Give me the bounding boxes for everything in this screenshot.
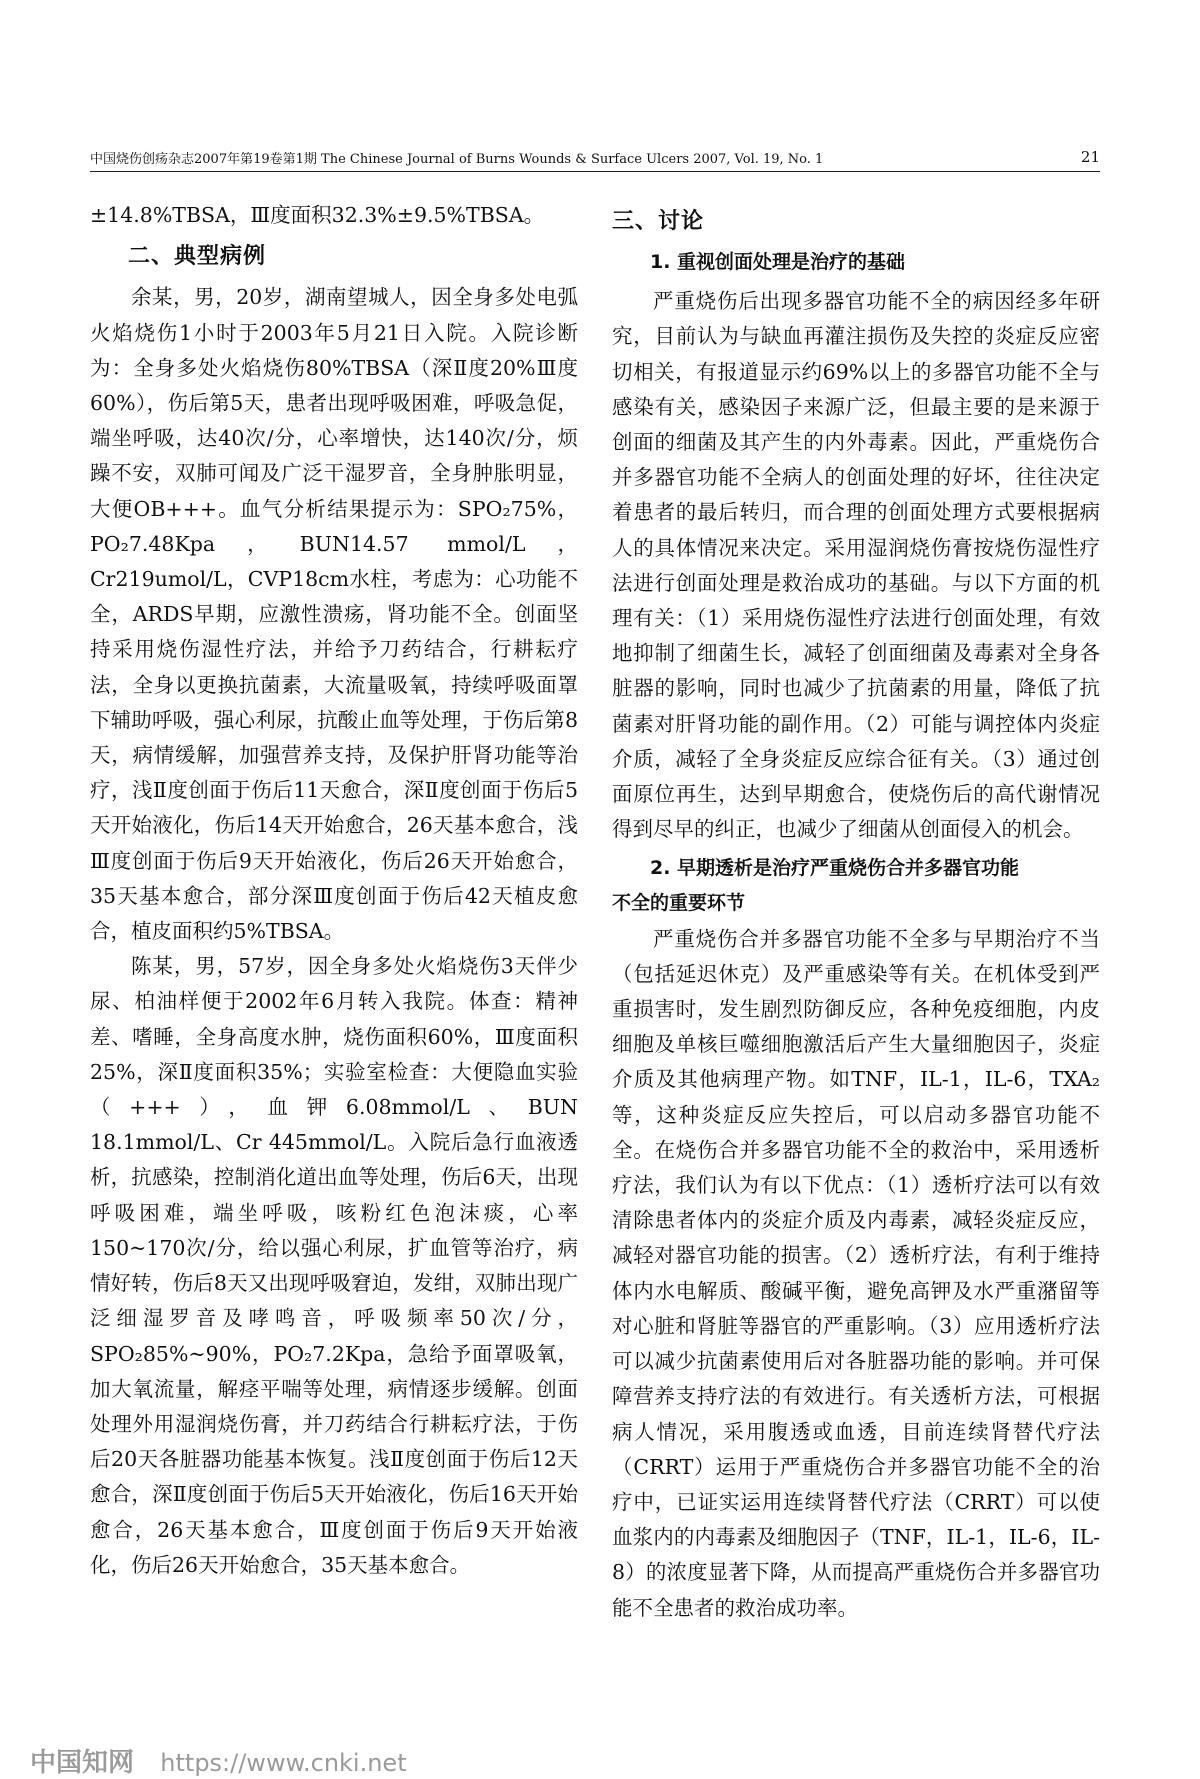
subsection-2-paragraph: 严重烧伤合并多器官功能不全多与早期治疗不当（包括延迟休克）及严重感染等有关。在机体受到严重损害时，发生剧烈防御反应，各种免疫细胞，内皮细胞及单核巨噬细胞激活后产生大量细胞因子，炎症介质及其他病理产物。如TNF，IL-1，IL-6，TXA₂等，这种炎症反应失控后，可以启动多器官功能不全。在烧伤合并多器官功能不全的救治中，采用透析疗法，我们认为有以下优点：（1）透析疗法可以有效清除患者体内的炎症介质及内毒素，减轻炎症反应，减轻对器官功能的损害。（2）透析疗法，有利于维持体内水电解质、酸碱平衡，避免高钾及水严重潴留等对心脏和肾脏等器官的严重影响。（3）应用透析疗法可以减少抗菌素使用后对各脏器功能的影响。并可保障营养支持疗法的有效进行。有关透析方法，可根据病人情况，采用腹透或血透，目前连续肾替代疗法（CRRT）运用于严重烧伤合并多器官功能不全的治疗中，已证实运用连续肾替代疗法（CRRT）可以使血浆内的内毒素及细胞因子（TNF，IL-1，IL-6，IL-8）的浓度显著下降，从而提高严重烧伤合并多器官功能不全患者的救治成功率。 [612, 926, 1100, 1620]
section-title-discussion: 三、讨论 [612, 209, 705, 234]
case-1-paragraph: 余某，男，20岁，湖南望城人，因全身多处电弧火焰烧伤1小时于2003年5月21日入院。入院诊断为：全身多处火焰烧伤80%TBSA（深Ⅱ度20%Ⅲ度60%），伤后第5天，患者出现呼吸困难，呼吸急促，端坐呼吸，达40次/分，心率增快，达140次/分，烦躁不安，双肺可闻及广泛干湿罗音，全身肿胀明显，大便OB+++。血气分析结果提示为：SPO₂75%，PO₂7.48Kpa，BUN14.57 mmol/L，Cr219umol/L，CVP18cm水柱，考虑为：心功能不全，ARDS早期，应激性溃疡，肾功能不全。创面坚持采用烧伤湿性疗法，并给予刀药结合，行耕耘疗法，全身以更换抗菌素，大流量吸氧，持续呼吸面罩下辅助呼吸，强心利尿，抗酸止血等处理，于伤后第8天，病情缓解，加强营养支持，及保护肝肾功能等治疗，浅Ⅱ度创面于伤后11天愈合，深Ⅱ度创面于伤后5天开始液化，伤后14天开始愈合，26天基本愈合，浅Ⅲ度创面于伤后9天开始液化，伤后26天开始愈合，35天基本愈合，部分深Ⅲ度创面于伤后42天植皮愈合，植皮面积约5%TBSA。 [90, 285, 578, 944]
subsection-1-paragraph: 严重烧伤后出现多器官功能不全的病因经多年研究，目前认为与缺血再灌注损伤及失控的炎症反应密切相关，有报道显示约69%以上的多器官功能不全与感染有关，感染因子来源广泛，但最主要的是来源于创面的细菌及其产生的内外毒素。因此，严重烧伤合并多器官功能不全病人的创面处理的好坏，往往决定着患者的最后转归，而合理的创面处理方式要根据病人的具体情况来决定。采用湿润烧伤膏按烧伤湿性疗法进行创面处理是救治成功的基础。与以下方面的机理有关：（1）采用烧伤湿性疗法进行创面处理，有效地抑制了细菌生长，减轻了创面细菌及毒素对全身各脏器的影响，同时也减少了抗菌素的用量，降低了抗菌素对肝肾功能的副作用。（2）可能与调控体内炎症介质，减轻了全身炎症反应综合征有关。（3）通过创面原位再生，达到早期愈合，使烧伤后的高代谢情况得到尽早的纠正，也减少了细菌从创面侵入的机会。 [612, 289, 1100, 842]
continued-text: ±14.8%TBSA，Ⅲ度面积32.3%±9.5%TBSA。 [90, 203, 545, 227]
right-column [612, 198, 1100, 1626]
subsection-2-title-line1: 2. 早期透析是治疗严重烧伤合并多器官功能 [650, 857, 1020, 880]
case-2-paragraph: 陈某，男，57岁，因全身多处火焰烧伤3天伴少尿、柏油样便于2002年6月转入我院。体查：精神差、嗜睡，全身高度水肿，烧伤面积60%，Ⅲ度面积25%，深Ⅱ度面积35%；实验室检查：大便隐血实验（+++），血钾6.08mmol/L、BUN 18.1mmol/L、Cr 445mmol/L。入院后急行血液透析，抗感染，控制消化道出血等处理，伤后6天，出现呼吸困难，端坐呼吸，咳粉红色泡沫痰，心率150~170次/分，给以强心利尿，扩血管等治疗，病情好转，伤后8天又出现呼吸窘迫，发绀，双肺出现广泛细湿罗音及哮鸣音，呼吸频率50次/分，SPO₂85%~90%，PO₂7.2Kpa，急给予面罩吸氧，加大氧流量，解痉平喘等处理，病情逐步缓解。创面处理外用湿润烧伤膏，并刀药结合行耕耘疗法，于伤后20天各脏器功能基本恢复。浅Ⅱ度创面于伤后12天愈合，深Ⅱ度创面于伤后5天开始液化，伤后16天开始愈合，26天基本愈合，Ⅲ度创面于伤后9天开始液化，伤后26天开始愈合，35天基本愈合。 [90, 954, 578, 1577]
subsection-2-title [612, 851, 1100, 886]
page-number: 21 [1080, 148, 1100, 166]
watermark-footer [30, 1742, 407, 1779]
left-column [90, 198, 578, 1583]
section-title-cases: 二、典型病例 [128, 244, 267, 270]
running-header [90, 148, 1100, 172]
cnki-logo-text: 中国知网 [30, 1748, 135, 1778]
subsection-1-title: 1. 重视创面处理是治疗的基础 [650, 251, 906, 274]
cnki-url[interactable]: https://www.cnki.net [160, 1749, 407, 1777]
subsection-2-title-line2: 不全的重要环节 [612, 892, 746, 915]
journal-citation: 中国烧伤创疡杂志2007年第19卷第1期 The Chinese Journal of Burns Wounds & Surface Ulcers 2007, Vol. 19, No. 1 [90, 152, 824, 167]
